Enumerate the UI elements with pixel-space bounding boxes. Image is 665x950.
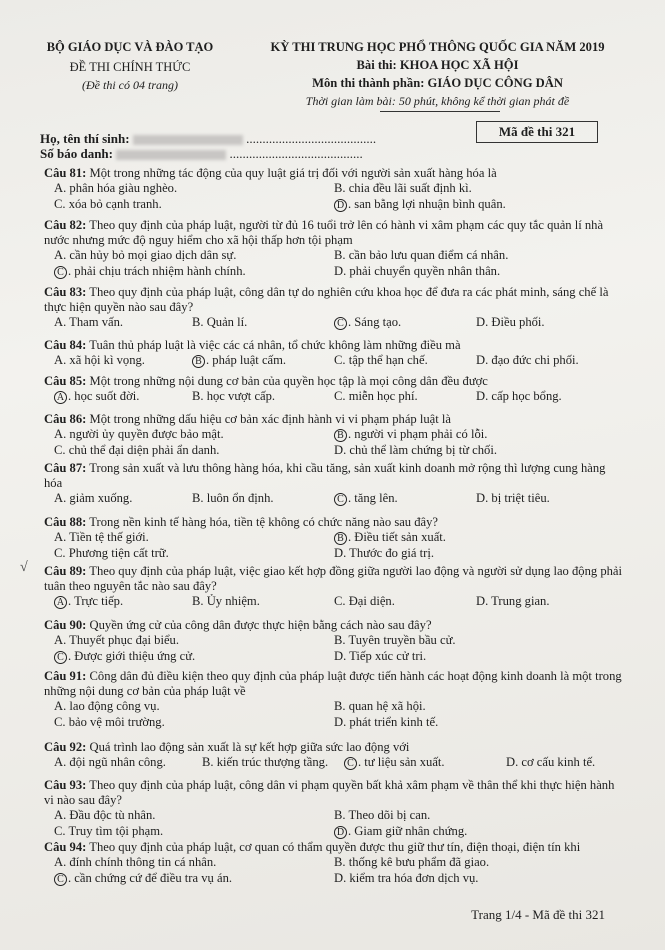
option-b[interactable]: B. Theo dõi bị can. [334, 808, 431, 822]
question-92 [44, 740, 624, 771]
option-d[interactable]: D. Thước đo giá trị. [334, 546, 434, 560]
question-label: Câu 83: [44, 285, 87, 299]
option-a[interactable]: A. người ủy quyền được bảo mật. [54, 427, 224, 441]
exam-time: Thời gian làm bài: 50 phút, không kể thời gian phát đề [305, 94, 570, 108]
answer-mark: C [334, 317, 347, 330]
option-a[interactable]: A. Thuyết phục đại biểu. [54, 633, 179, 647]
option-d-selected[interactable]: D . Giam giữ nhân chứng. [334, 824, 467, 839]
option-d[interactable]: D. đạo đức chi phối. [476, 353, 579, 367]
answer-mark: D [334, 826, 347, 839]
question-94 [44, 840, 624, 887]
option-c[interactable]: C. xóa bỏ cạnh tranh. [54, 197, 162, 211]
option-c[interactable]: C. Đại diện. [334, 594, 395, 608]
option-b[interactable]: B. chia đều lãi suất định kì. [334, 181, 472, 195]
option-b[interactable]: B. Quản lí. [192, 315, 248, 329]
option-c[interactable]: C. Truy tìm tội phạm. [54, 824, 164, 838]
option-d[interactable]: D. cơ cấu kinh tế. [506, 755, 596, 769]
question-stem: Một trong những tác động của quy luật giá trị đối với người sản xuất hàng hóa là [89, 166, 497, 180]
option-a[interactable]: A. Đầu độc tù nhân. [54, 808, 156, 822]
answer-mark: C [54, 651, 67, 664]
option-d[interactable]: D. bị triệt tiêu. [476, 491, 550, 505]
option-a[interactable]: A. Tiền tệ thế giới. [54, 530, 149, 544]
question-82 [44, 218, 624, 280]
option-b[interactable]: B. cần bảo lưu quan điểm cá nhân. [334, 248, 509, 262]
id-label: Số báo danh: [40, 146, 113, 161]
option-d[interactable]: D. Điều phối. [476, 315, 545, 329]
option-a[interactable]: A. cần hủy bỏ mọi giao dịch dân sự. [54, 248, 237, 262]
check-mark-icon: √ [20, 560, 28, 575]
question-stem: Trong nền kinh tế hàng hóa, tiền tệ không có chức năng nào sau đây? [89, 515, 439, 529]
answer-mark: A [54, 391, 67, 404]
answer-mark: B [334, 429, 347, 442]
option-a[interactable]: A. phân hóa giàu nghèo. [54, 181, 178, 195]
question-label: Câu 81: [44, 166, 87, 180]
question-84 [44, 338, 624, 369]
question-label: Câu 86: [44, 412, 87, 426]
name-label: Họ, tên thí sinh: [40, 131, 130, 146]
page-count: (Đề thi có 04 trang) [82, 78, 178, 92]
exam-subject: Bài thi: KHOA HỌC XÃ HỘI [356, 58, 519, 72]
option-b-selected[interactable]: B . Điều tiết sản xuất. [334, 530, 446, 545]
question-stem: Trong sản xuất và lưu thông hàng hóa, khi cầu tăng, sản xuất kinh doanh mở rộng thì lượng cung hàng hóa [44, 461, 606, 490]
option-a-selected[interactable]: A . Trực tiếp. [54, 594, 123, 609]
question-label: Câu 87: [44, 461, 87, 475]
question-label: Câu 92: [44, 740, 87, 754]
option-b[interactable]: B. kiến trúc thượng tầng. [202, 755, 329, 769]
option-d[interactable]: D. phát triển kinh tế. [334, 715, 439, 729]
exam-code-box: Mã đề thi 321 [476, 121, 598, 143]
option-b[interactable]: B. học vượt cấp. [192, 389, 276, 403]
question-stem: Tuân thủ pháp luật là việc các cá nhân, tổ chức không làm những điều mà [89, 338, 461, 352]
question-stem: Theo quy định của pháp luật, công dân tự do nghiên cứu khoa học để đưa ra các phát minh, sáng chế là thực hiện quyền nào sau đây? [44, 285, 609, 314]
candidate-name-row: Họ, tên thí sinh: ........................................ [40, 131, 377, 146]
option-c-selected[interactable]: C . tăng lên. [334, 491, 398, 506]
answer-mark: A [54, 596, 67, 609]
question-label: Câu 85: [44, 374, 87, 388]
option-c[interactable]: C. chủ thể đại diện phải ẩn danh. [54, 443, 220, 457]
page-footer: Trang 1/4 - Mã đề thi 321 [471, 907, 605, 922]
header-divider [380, 111, 500, 112]
option-b[interactable]: B. thống kê bưu phẩm đã giao. [334, 855, 490, 869]
candidate-id-row: Số báo danh: ......................................... [40, 146, 363, 161]
component-subject: Môn thi thành phần: GIÁO DỤC CÔNG DÂN [312, 76, 563, 90]
option-a[interactable]: A. lao động công vụ. [54, 699, 160, 713]
option-a[interactable]: A. xã hội kì vọng. [54, 353, 145, 367]
ministry-name: BỘ GIÁO DỤC VÀ ĐÀO TẠO [46, 40, 214, 54]
option-b[interactable]: B. Ủy nhiệm. [192, 594, 260, 608]
question-label: Câu 90: [44, 618, 87, 632]
option-d[interactable]: D. kiểm tra hóa đơn dịch vụ. [334, 871, 479, 885]
option-c[interactable]: C. miễn học phí. [334, 389, 418, 403]
option-a[interactable]: A. đội ngũ nhân công. [54, 755, 166, 769]
question-label: Câu 89: [44, 564, 87, 578]
option-c[interactable]: C. tập thể hạn chế. [334, 353, 428, 367]
question-81 [44, 166, 624, 213]
question-label: Câu 88: [44, 515, 87, 529]
question-90 [44, 618, 624, 665]
option-d[interactable]: D. Trung gian. [476, 594, 550, 608]
answer-mark: B [334, 532, 347, 545]
question-stem: Theo quy định của pháp luật, việc giao kết hợp đồng giữa người lao động và người sử dụng lao động phải tuân theo nguyên tắc nào sau đây? [44, 564, 623, 593]
option-d-selected[interactable]: D . san bằng lợi nhuận bình quân. [334, 197, 506, 212]
question-85 [44, 374, 624, 405]
answer-mark: C [54, 266, 67, 279]
option-c-selected[interactable]: C . tư liệu sản xuất. [344, 755, 445, 770]
option-c-selected[interactable]: C . phải chịu trách nhiệm hành chính. [54, 264, 246, 279]
option-b-selected[interactable]: B . người vi phạm phải có lỗi. [334, 427, 487, 442]
official-label: ĐỀ THI CHÍNH THỨC [69, 60, 191, 74]
option-d[interactable]: D. Tiếp xúc cử tri. [334, 649, 427, 663]
option-c-selected[interactable]: C . Được giới thiệu ứng cử. [54, 649, 195, 664]
question-stem: Một trong những dấu hiệu cơ bản xác định hành vi vi phạm pháp luật là [89, 412, 451, 426]
question-stem: Theo quy định của pháp luật, cơ quan có thẩm quyền được thu giữ thư tín, điện thoại, điện tín khi [89, 840, 581, 854]
option-a[interactable]: A. đính chính thông tin cá nhân. [54, 855, 217, 869]
question-86 [44, 412, 624, 459]
option-a[interactable]: A. Tham vấn. [54, 315, 124, 329]
redacted-id [116, 150, 226, 160]
option-a[interactable]: A. giảm xuống. [54, 491, 133, 505]
option-b-selected[interactable]: B . pháp luật cấm. [192, 353, 286, 368]
redacted-name [133, 135, 243, 145]
answer-mark: C [54, 873, 67, 886]
answer-mark: D [334, 199, 347, 212]
question-91 [44, 669, 624, 731]
option-c-selected[interactable]: C . cần chứng cứ để điều tra vụ án. [54, 871, 232, 886]
question-label: Câu 84: [44, 338, 87, 352]
option-d[interactable]: D. cấp học bổng. [476, 389, 562, 403]
question-88 [44, 515, 624, 562]
question-93 [44, 778, 624, 840]
option-b[interactable]: B. quan hệ xã hội. [334, 699, 426, 713]
answer-mark: C [344, 757, 357, 770]
question-stem: Theo quy định của pháp luật, người từ đủ 16 tuổi trở lên có hành vi xâm phạm các quy tắc quản lí nhà nước nhưng mức độ nguy hiểm cho xã hội thấp hơn tội phạm [44, 218, 604, 247]
option-b[interactable]: B. Tuyên truyền bầu cử. [334, 633, 456, 647]
option-c[interactable]: C. Phương tiện cất trữ. [54, 546, 169, 560]
question-89 [44, 564, 624, 610]
option-c[interactable]: C. bảo vệ môi trường. [54, 715, 165, 729]
question-label: Câu 94: [44, 840, 87, 854]
exam-title: KỲ THI TRUNG HỌC PHỔ THÔNG QUỐC GIA NĂM 2019 [270, 40, 605, 54]
option-d[interactable]: D. phải chuyển quyền nhân thân. [334, 264, 501, 278]
question-stem: Theo quy định của pháp luật, công dân vi phạm quyền bất khả xâm phạm về thân thể khi thực hiện hành vi nào sau đây? [44, 778, 615, 807]
option-d[interactable]: D. chủ thể làm chứng bị từ chối. [334, 443, 497, 457]
option-a-selected[interactable]: A . học suốt đời. [54, 389, 139, 404]
answer-mark: B [192, 355, 205, 368]
question-label: Câu 93: [44, 778, 87, 792]
question-stem: Công dân đủ điều kiện theo quy định của pháp luật được tiến hành các hoạt động kinh doanh là một trong những nội dung cơ bản của pháp luật về [44, 669, 622, 698]
question-87 [44, 461, 624, 507]
question-stem: Quyền ứng cử của công dân được thực hiện bằng cách nào sau đây? [89, 618, 432, 632]
question-stem: Một trong những nội dung cơ bản của quyền học tập là mọi công dân đều được [89, 374, 488, 388]
option-b[interactable]: B. luôn ổn định. [192, 491, 274, 505]
question-stem: Quá trình lao động sản xuất là sự kết hợp giữa sức lao động với [89, 740, 410, 754]
question-label: Câu 91: [44, 669, 87, 683]
question-83 [44, 285, 624, 331]
option-c-selected[interactable]: C . Sáng tạo. [334, 315, 401, 330]
question-label: Câu 82: [44, 218, 87, 232]
answer-mark: C [334, 493, 347, 506]
